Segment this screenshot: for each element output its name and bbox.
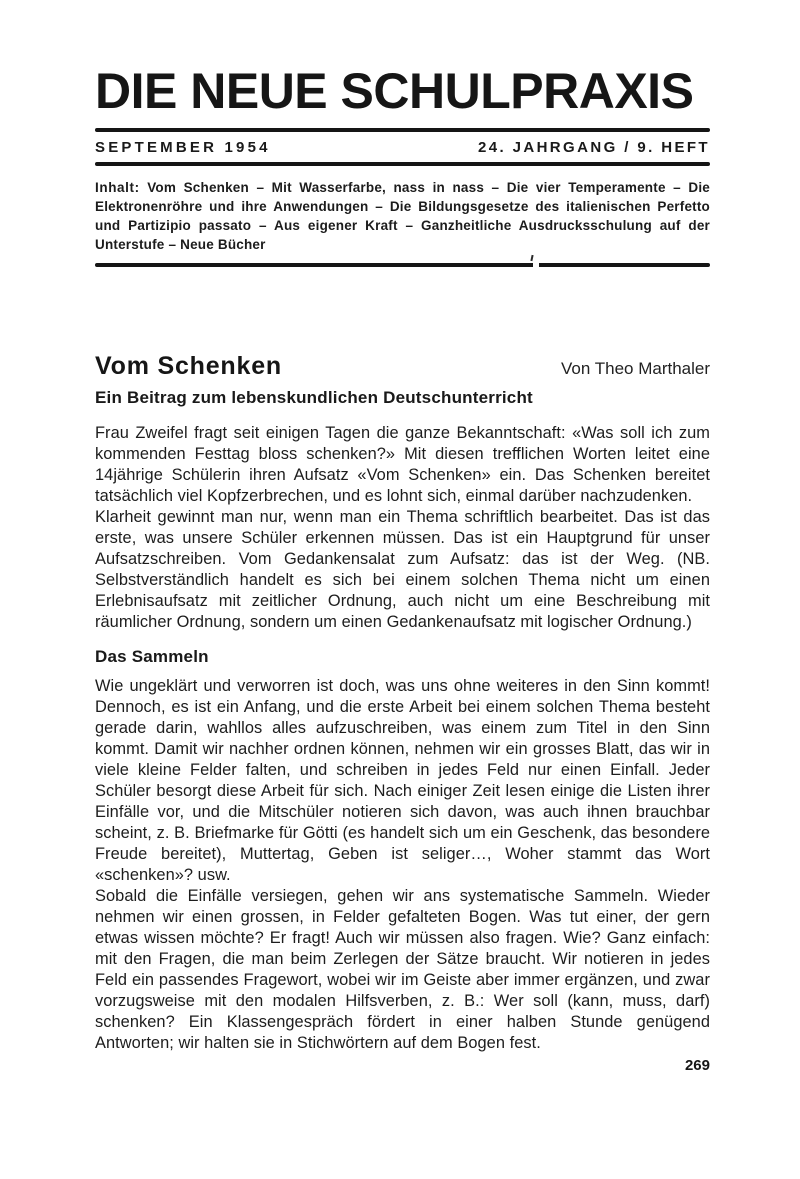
- page-number: 269: [684, 1057, 710, 1074]
- paragraph-sammeln-2: Sobald die Einfälle versiegen, gehen wir ans systematische Sammeln. Wieder nehmen wir einen grossen, in Felder gefalteten Bogen. Was tut einer, der gern etwas wissen möchte? Er fragt! Auch wir müssen also fragen. Wie? Ganz einfach: mit den Fragen, die man beim Zerlegen der Sätze braucht. Wir notieren in jedes Feld ein passendes Fragewort, wobei wir im Geiste aber immer ergänzen, und zwar vorzugsweise mit den modalen Hilfsverben, z. B.: Wer soll (kann, muss, darf) schenken? Ein Klassengespräch fördert in einer halben Stunde genügend Antworten; wir halten sie in Stichwörtern auf dem Bogen fest.: [95, 887, 710, 1052]
- page-content: [95, 64, 710, 1074]
- paragraph-sammeln-1: Wie ungeklärt und verworren ist doch, was uns ohne weiteres in den Sinn kommt! Dennoch, es ist ein Anfang, und die erste Arbeit bei einem solchen Thema besteht gerade darin, wahllos alles aufzuschreiben, was einem zum Titel in den Sinn kommt. Damit wir nachher ordnen können, nehmen wir ein grosses Blatt, das wir in viele kleine Felder falten, und schreiben in jedes Feld nur einen Einfall. Jeder Schüler besorgt diese Arbeit für sich. Nach einiger Zeit lesen einige die Listen ihrer Einfälle vor, und die Mitschüler notieren sich davon, was auch ihnen brauchbar scheint, z. B. Briefmarke für Götti (es handelt sich um ein Geschenk, das besondere Freude bereitet), Muttertag, Geben ist seliger…, Woher stammt das Wort «schenken»? usw.: [95, 677, 710, 884]
- article: [95, 351, 710, 1074]
- section-heading-das-sammeln: Das Sammeln: [95, 647, 209, 666]
- issue-row: [95, 139, 710, 156]
- masthead-rule-bottom: [95, 162, 710, 166]
- contents-block: [95, 178, 710, 267]
- paragraph-intro-2: Klarheit gewinnt man nur, wenn man ein Thema schriftlich bearbeitet. Das ist das erste, was unsere Schüler erkennen müssen. Das ist ein Hauptgrund für unser Aufsatzschreiben. Vom Gedankensalat zum Aufsatz: das ist der Weg. (NB. Selbstverständlich handelt es sich bei einem solchen Thema nicht um einen Erlebnisaufsatz mit zeitlicher Ordnung, auch nicht um eine Beschreibung mit räumlicher Ordnung, sondern um einen Gedankenaufsatz mit logischer Ordnung.): [95, 508, 710, 631]
- masthead: [95, 64, 710, 166]
- scan-speck-mark: [530, 255, 533, 261]
- article-subtitle: Ein Beitrag zum lebenskundlichen Deutschunterricht: [95, 388, 533, 407]
- article-byline: Von Theo Marthaler: [561, 359, 710, 378]
- article-title: Vom Schenken: [95, 352, 282, 380]
- contents-rule: [95, 263, 710, 267]
- masthead-rule-top: [95, 128, 710, 132]
- journal-title: DIE NEUE SCHULPRAXIS: [95, 63, 694, 119]
- contents-items: Vom Schenken – Mit Wasserfarbe, nass in nass – Die vier Temperamente – Die Elektronenröhre und ihre Anwendungen – Die Bildungsgesetze des italienischen Perfetto und Partizipio passato – Aus eigener Kraft – Ganzheitliche Ausdrucksschulung auf der Unterstufe – Neue Bücher: [95, 180, 710, 252]
- article-body: [95, 423, 710, 1054]
- contents-rule-wrap: [95, 263, 710, 267]
- article-title-row: [95, 351, 710, 381]
- contents-text: [95, 178, 710, 254]
- issue-volume-heft: 24. JAHRGANG / 9. HEFT: [477, 139, 710, 156]
- contents-label: Inhalt:: [95, 180, 140, 195]
- issue-date: SEPTEMBER 1954: [95, 139, 271, 156]
- paragraph-intro-1: Frau Zweifel fragt seit einigen Tagen die ganze Bekanntschaft: «Was soll ich zum kommenden Festtag bloss schenken?» Mit diesen trefflichen Worten leitet eine 14jährige Schülerin ihren Aufsatz «Vom Schenken» ein. Das Schenken bereitet tatsächlich viel Kopfzerbrechen, und es lohnt sich, einmal darüber nachzudenken.: [95, 424, 710, 505]
